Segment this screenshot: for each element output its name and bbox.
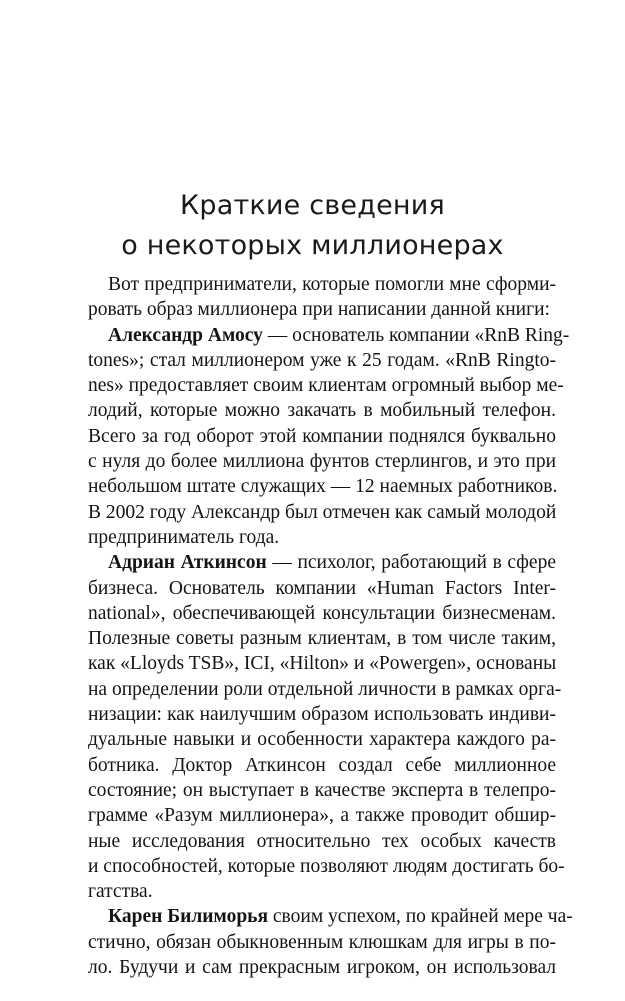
text-line [88, 348, 556, 373]
line-text: tones»; стал миллионером уже к 25 годам. «RnB Ringto- [88, 349, 556, 371]
text-line [88, 297, 556, 322]
text-line [88, 727, 556, 752]
text-line [88, 753, 556, 778]
chapter-title [0, 186, 625, 266]
line-text: В 2002 году Александр был отмечен как самый молодой [88, 501, 557, 523]
text-line [88, 930, 556, 955]
text-line [88, 829, 556, 854]
line-text: своим успехом, по крайней мере ча- [268, 906, 573, 928]
text-line [88, 879, 556, 904]
line-text: и способностей, которые позволяют людям достигать бо- [88, 855, 565, 877]
line-text: как «Lloyds TSB», ICI, «Hilton» и «Powergen», основаны [88, 653, 557, 675]
line-text: Вот предприниматели, которые помогли мне сформи- [108, 274, 556, 295]
line-text: national», обеспечивающей консультации бизнесменам. [88, 602, 556, 624]
text-line [88, 854, 565, 879]
line-text: лодий, которые можно закачать в мобильный телефон. [88, 400, 556, 422]
person-name: Карен Билиморья [108, 906, 269, 928]
text-line [88, 500, 556, 525]
text-line [88, 955, 556, 980]
text-line [88, 803, 556, 828]
line-text: Полезные советы разным клиентам, в том числе таким, [88, 628, 556, 650]
text-line [88, 373, 564, 398]
line-text: низации: как наилучшим образом использовать индиви- [88, 704, 556, 726]
text-line [88, 576, 556, 601]
text-line [88, 904, 573, 929]
line-text: состояние; он выступает в качестве эксперта в телепро- [88, 779, 556, 801]
line-text: — основатель компании «RnB Ring- [262, 324, 570, 346]
text-line [88, 550, 556, 575]
line-text: на определении роли отдельной личности в рамках орга- [88, 678, 562, 700]
line-text: ботника. Доктор Аткинсон создал себе миллионное [88, 754, 556, 776]
line-text: дуальные навыки и особенности характера каждого ра- [88, 729, 556, 751]
text-line [88, 626, 556, 651]
line-text: предприниматель года. [88, 526, 280, 548]
text-line [88, 398, 556, 423]
text-line [88, 651, 556, 676]
line-text: с нуля до более миллиона фунтов стерлингов, и это при [88, 451, 556, 473]
text-line [88, 702, 556, 727]
line-text: Всего за год оборот этой компании поднялся буквально [88, 425, 556, 447]
line-text: ровать образ миллионера при написании данной книги: [88, 299, 550, 321]
text-line [88, 272, 556, 297]
line-text: nes» предоставляет своим клиентам огромный выбор ме- [88, 375, 564, 397]
chapter-title-line-2: о некоторых миллионерах [121, 230, 504, 261]
line-text: бизнеса. Основатель компании «Human Factors Inter- [88, 577, 556, 599]
line-text: гатства. [88, 881, 153, 903]
text-line [88, 677, 562, 702]
person-name: Александр Амосу [108, 324, 263, 346]
line-text: стично, обязан обыкновенным клюшкам для игры в по- [88, 931, 556, 953]
line-text: ные исследования относительно тех особых качеств [88, 830, 556, 852]
text-line [88, 525, 556, 550]
line-text: грамме «Разум миллионера», а также проводит обшир- [88, 805, 556, 827]
text-line [88, 424, 556, 449]
text-line [88, 449, 556, 474]
text-line [88, 323, 570, 348]
text-line [88, 778, 556, 803]
line-text: — психолог, работающий в сфере [266, 552, 556, 574]
body-text [88, 272, 573, 980]
line-text: небольшом штате служащих — 12 наемных работников. [88, 476, 558, 498]
text-line [88, 474, 556, 499]
line-text: ло. Будучи и сам прекрасным игроком, он использовал [88, 957, 556, 979]
person-name: Адриан Аткинсон [108, 552, 267, 574]
text-line [88, 601, 556, 626]
chapter-title-line-1: Краткие сведения [180, 190, 445, 221]
